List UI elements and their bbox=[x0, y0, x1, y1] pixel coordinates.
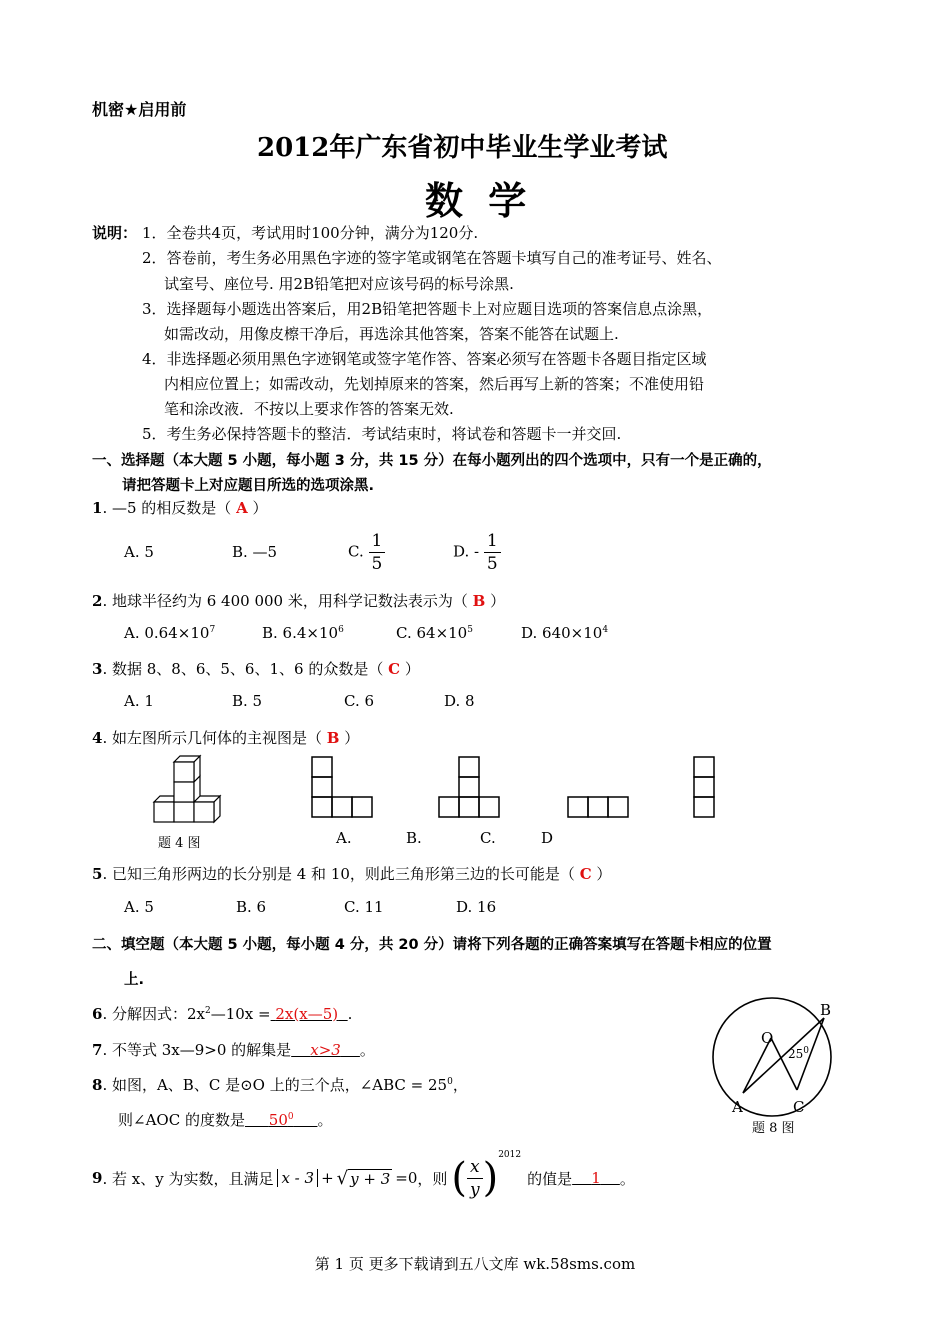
answer-7: x>3 bbox=[310, 1041, 341, 1059]
option-a: A. 5 bbox=[124, 898, 154, 916]
answer-2: B bbox=[472, 592, 486, 610]
section1-heading-cont: 请把答题卡上对应题目所选的选项涂黑. bbox=[122, 478, 375, 494]
option-c: C. 6 bbox=[344, 692, 375, 710]
instruction-line: 1．全卷共4页，考试用时100分钟，满分为120分. bbox=[142, 224, 479, 242]
answer-4: B bbox=[326, 729, 340, 747]
answer-8: 50 bbox=[268, 1111, 288, 1129]
instruction-line: 4．非选择题必须用黑色字迹钢笔或签字笔作答、答案必须写在答题卡各题目指定区域 bbox=[142, 350, 707, 368]
question-2: 2. 地球半径约为 6 400 000 米，用科学记数法表示为（ B ） bbox=[92, 592, 506, 610]
view-option-d bbox=[693, 756, 715, 818]
point-a-label: A bbox=[732, 1098, 743, 1116]
option-d: D. $640\times 10^4$ bbox=[521, 624, 609, 642]
question-5: 5. 已知三角形两边的长分别是 4 和 10，则此三角形第三边的长可能是（ C ） bbox=[92, 865, 612, 883]
question-1: 1. —5 的相反数是（ A ） bbox=[92, 499, 268, 517]
question-4: 4. 如左图所示几何体的主视图是（ B ） bbox=[92, 729, 360, 747]
answer-1: A bbox=[236, 499, 248, 517]
instruction-line: 试室号、座位号. 用2B铅笔把对应该号码的标号涂黑. bbox=[164, 275, 514, 293]
option-c: C. 11 bbox=[344, 898, 384, 916]
instruction-line: 2．答卷前，考生务必用黑色字迹的签字笔或钢笔在答题卡填写自己的准考证号、姓名、 bbox=[142, 249, 722, 267]
question-8-line2: 则∠AOC 的度数是 $50^0$ 。 bbox=[118, 1111, 333, 1129]
option-b: B. 6 bbox=[236, 898, 267, 916]
instruction-line: 5．考生务必保持答题卡的整洁．考试结束时，将试卷和答题卡一并交回. bbox=[142, 425, 622, 443]
subject-title: 数 学 bbox=[425, 178, 533, 223]
page-footer: 第 1 页 更多下载请到五八文库 wk.58sms.com bbox=[314, 1255, 636, 1273]
sqrt-icon: √ bbox=[336, 1167, 349, 1189]
question-8: 8. 如图，A、B、C 是⊙O 上的三个点，∠ABC = $25^0$， bbox=[92, 1076, 468, 1094]
instructions-label: 说明： bbox=[92, 224, 138, 242]
section1-heading: 一、选择题（本大题 5 小题，每小题 3 分，共 15 分）在每小题列出的四个选项中，只有一个是正确的， bbox=[92, 453, 772, 469]
section2-heading: 二、填空题（本大题 5 小题，每小题 4 分，共 20 分）请将下列各题的正确答案填写在答题卡相应的位置 bbox=[92, 937, 772, 953]
option-d: D. 8 bbox=[444, 692, 475, 710]
fraction: $\frac{1}{5}$ bbox=[484, 530, 501, 575]
circle-figure bbox=[707, 996, 837, 1126]
cube-stack-figure bbox=[150, 754, 230, 826]
exam-title: 2012年广东省初中毕业生学业考试 bbox=[257, 133, 668, 163]
confidential-label: 机密★启用前 bbox=[92, 100, 187, 119]
option-a: A. $0.64\times 10^7$ bbox=[124, 624, 216, 642]
option-a: A. 1 bbox=[124, 692, 154, 710]
absolute-value: x - 3 bbox=[277, 1169, 318, 1187]
point-b-label: B bbox=[820, 1001, 832, 1019]
view-option-a bbox=[311, 756, 373, 818]
point-o-label: O bbox=[761, 1029, 774, 1047]
exponent: 2012 bbox=[498, 1150, 522, 1160]
view-label-b: B. bbox=[406, 829, 422, 847]
question-9: 9 . 若 x、y 为实数，且满足 x - 3 + √ y + 3 =0 ，则 ( $\frac{x}{y}$ ) 2012 的值是 1 。 bbox=[92, 1150, 635, 1201]
option-c: C. $\frac{1}{5}$ bbox=[348, 530, 385, 575]
option-b: B. $6.4\times 10^6$ bbox=[262, 624, 344, 642]
answer-3: C bbox=[388, 660, 401, 678]
option-d: D. 16 bbox=[456, 898, 497, 916]
answer-9: 1 bbox=[591, 1169, 601, 1187]
point-c-label: C bbox=[793, 1098, 805, 1116]
figure-4-caption: 题 4 图 bbox=[158, 836, 201, 851]
question-3: 3. 数据 8、8、6、5、6、1、6 的众数是（ C ） bbox=[92, 660, 420, 678]
option-b: B. —5 bbox=[232, 543, 278, 561]
view-label-c: C. bbox=[480, 829, 496, 847]
left-paren-icon: ( bbox=[451, 1155, 467, 1201]
answer-6: 2x(x—5) bbox=[275, 1005, 339, 1023]
fraction: $\frac{x}{y}$ bbox=[467, 1156, 483, 1201]
instruction-line: 内相应位置上；如需改动，先划掉原来的答案，然后再写上新的答案；不准使用铅 bbox=[164, 375, 705, 393]
instruction-line: 如需改动，用像皮檫干净后，再选涂其他答案，答案不能答在试题上. bbox=[164, 325, 619, 343]
option-b: B. 5 bbox=[232, 692, 263, 710]
radicand: y + 3 bbox=[350, 1169, 391, 1188]
view-option-b bbox=[438, 756, 500, 818]
answer-5: C bbox=[579, 865, 592, 883]
right-paren-icon: ) bbox=[482, 1155, 499, 1201]
option-d: D. - $\frac{1}{5}$ bbox=[453, 530, 501, 575]
instruction-line: 笔和涂改液．不按以上要求作答的答案无效. bbox=[164, 400, 454, 418]
view-label-d: D bbox=[541, 829, 554, 847]
fraction: $\frac{1}{5}$ bbox=[369, 530, 386, 575]
option-c: C. $64\times 10^5$ bbox=[396, 624, 473, 642]
question-7: 7. 不等式 3x—9>0 的解集是 x>3 。 bbox=[92, 1041, 375, 1059]
view-label-a: A. bbox=[336, 829, 352, 847]
figure-8-caption: 题 8 图 bbox=[752, 1121, 795, 1136]
question-6: 6. 分解因式：$2x^2—10x$ = 2x(x—5) . bbox=[92, 1005, 353, 1023]
view-option-c bbox=[567, 796, 629, 818]
angle-label: $25^0$ bbox=[788, 1046, 810, 1061]
option-a: A. 5 bbox=[124, 543, 154, 561]
section2-heading-cont: 上. bbox=[124, 972, 145, 988]
instruction-line: 3．选择题每小题选出答案后，用2B铅笔把答题卡上对应题目选项的答案信息点涂黑， bbox=[142, 300, 713, 318]
